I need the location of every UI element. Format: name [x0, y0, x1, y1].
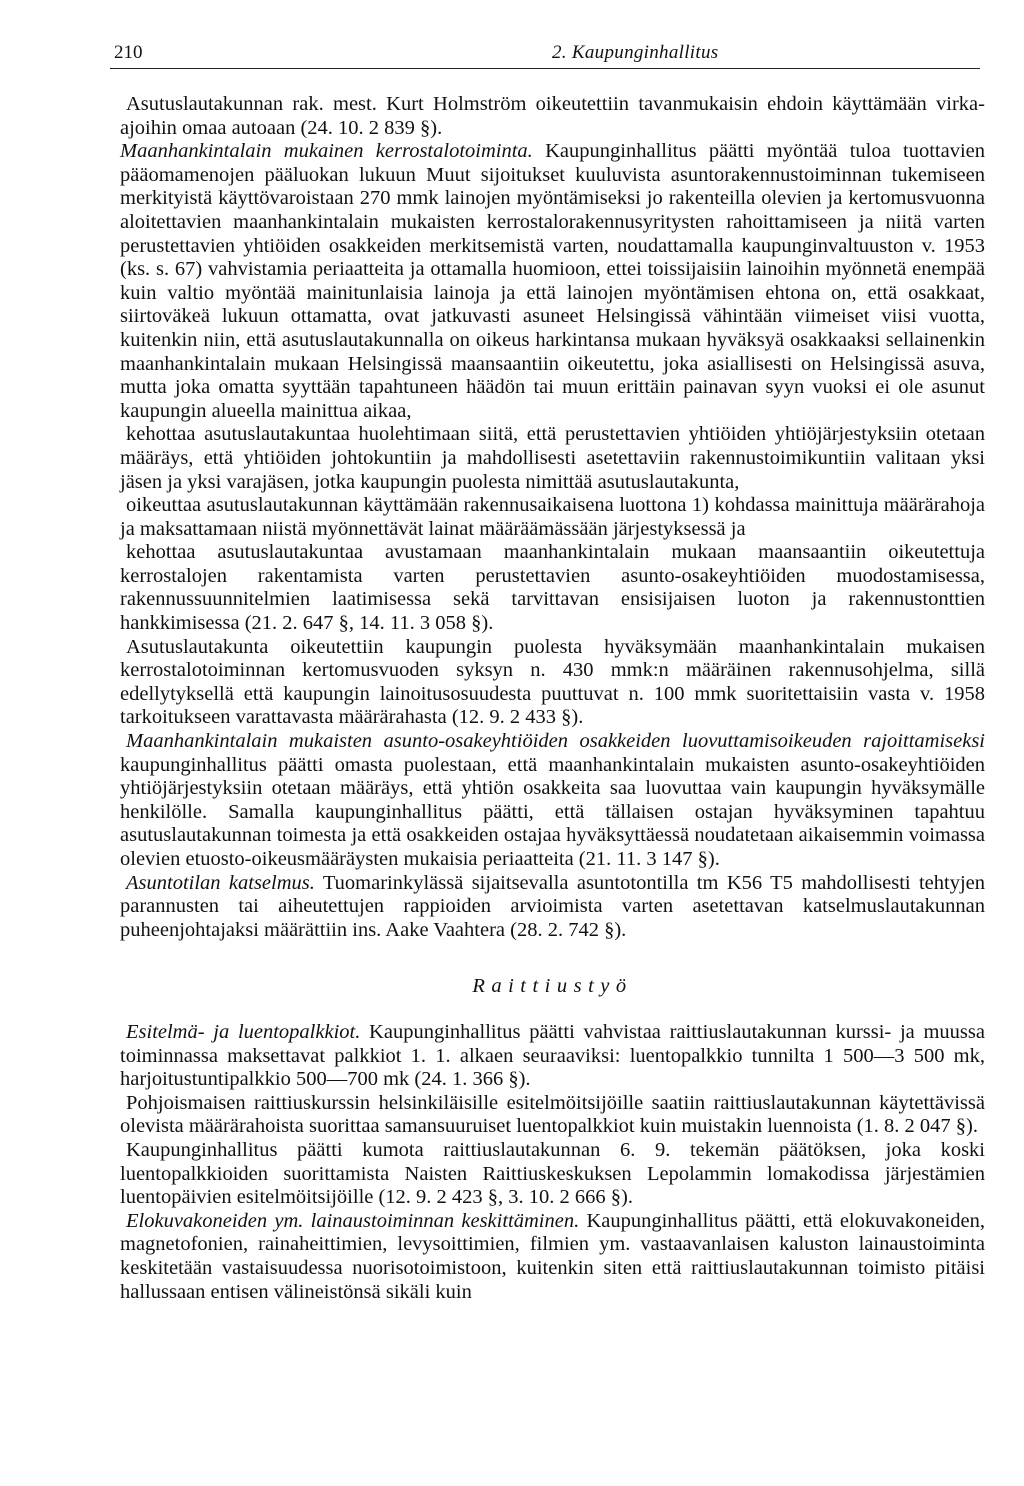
paragraph [120, 541, 985, 635]
paragraph [120, 423, 985, 494]
paragraph-text: kehottaa asutuslautakuntaa huolehtimaan siitä, että perustettavien yhtiöiden yhtiöjärjestyksiin otetaan määräys, että yhtiöiden johtokuntiin ja mahdollisesti asetettaviin rakennustoimikuntiin valitaan yksi jäsen ja yksi varajäsen, jotka kaupungin puolesta nimittää asutuslautakunta, [120, 423, 985, 493]
paragraph-text: oikeuttaa asutuslautakunnan käyttämään rakennusaikaisena luottona 1) kohdassa mainittuja määrärahoja ja maksattamaan niistä myönnettävät lainat määräämässään järjestyksessä ja [120, 494, 985, 540]
paragraph-text: Pohjoismaisen raittiuskurssin helsinkiläisille esitelmöitsijöille saatiin raittiuslautakunnan käytettävissä olevista määrärahoista suorittaa samansuuruiset luentopalkkiot kuin muistakin luennoista (1. 8. 2 047 §). [120, 1091, 985, 1138]
paragraph [120, 636, 985, 730]
paragraph-text: Kaupunginhallitus päätti myöntää tuloa tuottavien pääomamenojen pääluokan lukuun Muut sijoitukset kuuluvista asuntorakennustoiminnan tukemiseen merkityistä käyttövaroistaan 270 mmk lainojen myöntämiseksi jo rakenteilla olevien ja kertomusvuonna aloitettavien maanhankintalain mukaisten kerrostalorakennusyritysten rahoittamiseen ja niitä varten perustettavien yhtiöiden osakkeiden merkitsemistä varten, noudattamalla kaupunginvaltuuston v. 1953 (ks. s. 67) vahvistamia periaatteita ja ottamalla huomioon, ettei toissijaisiin lainoihin myönnetä enempää kuin valtio myöntää mainitunlaisia lainoja ja että lainojen myöntämisen ehtona on, että osakkaat, siirtoväkeä lukuun ottamatta, ovat jatkuvasti asuneet Helsingissä vähintään viimeiset viisi vuotta, kuitenkin niin, että asutuslautakunnalla on oikeus harkintansa mukaan hyväksyä osakkaaksi sellainenkin maanhankintalain mukaan Helsingissä maansaantiin oikeutettu, joka asiallisesti on Helsingissä asuva, mutta joka omatta syyttään tapahtuneen häädön tai muun erittäin painavan syyn vuoksi ei ole asunut kaupungin alueella mainittua aikaa, [120, 140, 985, 422]
page-header [110, 42, 980, 69]
paragraph-heading: Maanhankintalain mukainen kerrostalotoiminta. [120, 140, 533, 163]
paragraph [120, 494, 985, 541]
paragraph-text: Asutuslautakunta oikeutettiin kaupungin puolesta hyväksymään maanhankintalain mukaisen kerrostalotoiminnan kertomusvuoden syksyn n. 430 mmk:n määräinen rakennusohjelma, sillä edellytyksellä että kaupungin lainoitusosuudesta puuttuvat n. 100 mmk suoritettaisiin vasta v. 1958 tarkoitukseen varattavasta määrärahasta (12. 9. 2 433 §). [120, 635, 985, 729]
paragraph [120, 1139, 985, 1210]
paragraph-text: Kaupunginhallitus päätti vahvistaa raittiuslautakunnan kurssi- ja muussa toiminnassa maksettavat palkkiot 1. 1. alkaen seuraaviksi: luentopalkkio tunnilta 1 500—3 500 mk, harjoitustuntipalkkio 500—700 mk (24. 1. 366 §). [120, 1020, 985, 1091]
paragraph [120, 140, 985, 423]
paragraph-text: Tuomarinkylässä sijaitsevalla asuntotontilla tm K56 T5 mahdollisesti tehtyjen parannusten tai aiheutettujen rappioiden arvioimista varten asetettavan katselmuslautakunnan puheenjohtajaksi määrättiin ins. Aake Vaahtera (28. 2. 742 §). [120, 871, 985, 941]
paragraph [120, 872, 985, 943]
paragraph [120, 93, 985, 140]
paragraph-text: Kaupunginhallitus päätti kumota raittiuslautakunnan 6. 9. tekemän päätöksen, joka koski luentopalkkioiden suorittamista Naisten Raittiuskeskuksen Lepolammin lomakodissa järjestämien luentopäivien esitelmöitsijöille (12. 9. 2 423 §, 3. 10. 2 666 §). [120, 1138, 985, 1209]
paragraph-heading: Esitelmä- ja luentopalkkiot. [126, 1020, 361, 1043]
paragraph [120, 1092, 985, 1139]
paragraph-heading: Elokuvakoneiden ym. lainaustoiminnan keskittäminen. [126, 1209, 580, 1232]
body-text [120, 93, 985, 1304]
paragraph-heading: Asuntotilan katselmus. [126, 871, 315, 894]
paragraph-heading: Maanhankintalain mukaisten asunto-osakeyhtiöiden osakkeiden luovuttamisoikeuden rajoittamiseksi [126, 730, 985, 753]
paragraph [120, 1210, 985, 1304]
paragraph-text: kaupunginhallitus päätti omasta puolestaan, että maanhankintalain mukaisten asunto-osakeyhtiöiden yhtiöjärjestyksiin otetaan määräys, että yhtiön osakkeita saa luovuttaa vain kaupungin hyväksymälle henkilölle. Samalla kaupunginhallitus päätti, että tällaisen ostajan hyväksyminen tapahtuu asutuslautakunnan toimesta ja että osakkeiden ostajaa hyväksyttäessä noudatetaan aikaisemmin voimassa olevien etuosto-oikeusmääräysten mukaisia periaatteita (21. 11. 3 147 §). [120, 753, 985, 870]
paragraph [120, 730, 985, 872]
section-heading: Raittiustyö [472, 975, 633, 998]
paragraph-text: Kaupunginhallitus päätti, että elokuvakoneiden, magnetofonien, rainaheittimien, levysoittimien, filmien ym. vastaavanlaisen kaluston lainaustoiminta keskitetään vastaisuudessa nuorisotoimistoon, kuitenkin siten että raittiuslautakunnan toimisto pitäisi hallussaan entisen välineistönsä sikäli kuin [120, 1209, 985, 1303]
page-number: 210 [114, 42, 143, 63]
running-head: 2. Kaupunginhallitus [552, 42, 719, 63]
paragraph-text: Asutuslautakunnan rak. mest. Kurt Holmström oikeutettiin tavanmukaisin ehdoin käyttämään virka-ajoihin omaa autoaan (24. 10. 2 839 §). [120, 93, 985, 139]
paragraph [120, 1021, 985, 1092]
paragraph-text: kehottaa asutuslautakuntaa avustamaan maanhankintalain mukaan maansaantiin oikeutettuja kerrostalojen rakentamista varten perustettavien asunto-osakeyhtiöiden muodostamisessa, rakennussuunnitelmien laatimisessa sekä tarvittavan ensisijaisen luoton ja rakennustonttien hankkimisessa (21. 2. 647 §, 14. 11. 3 058 §). [120, 541, 985, 635]
